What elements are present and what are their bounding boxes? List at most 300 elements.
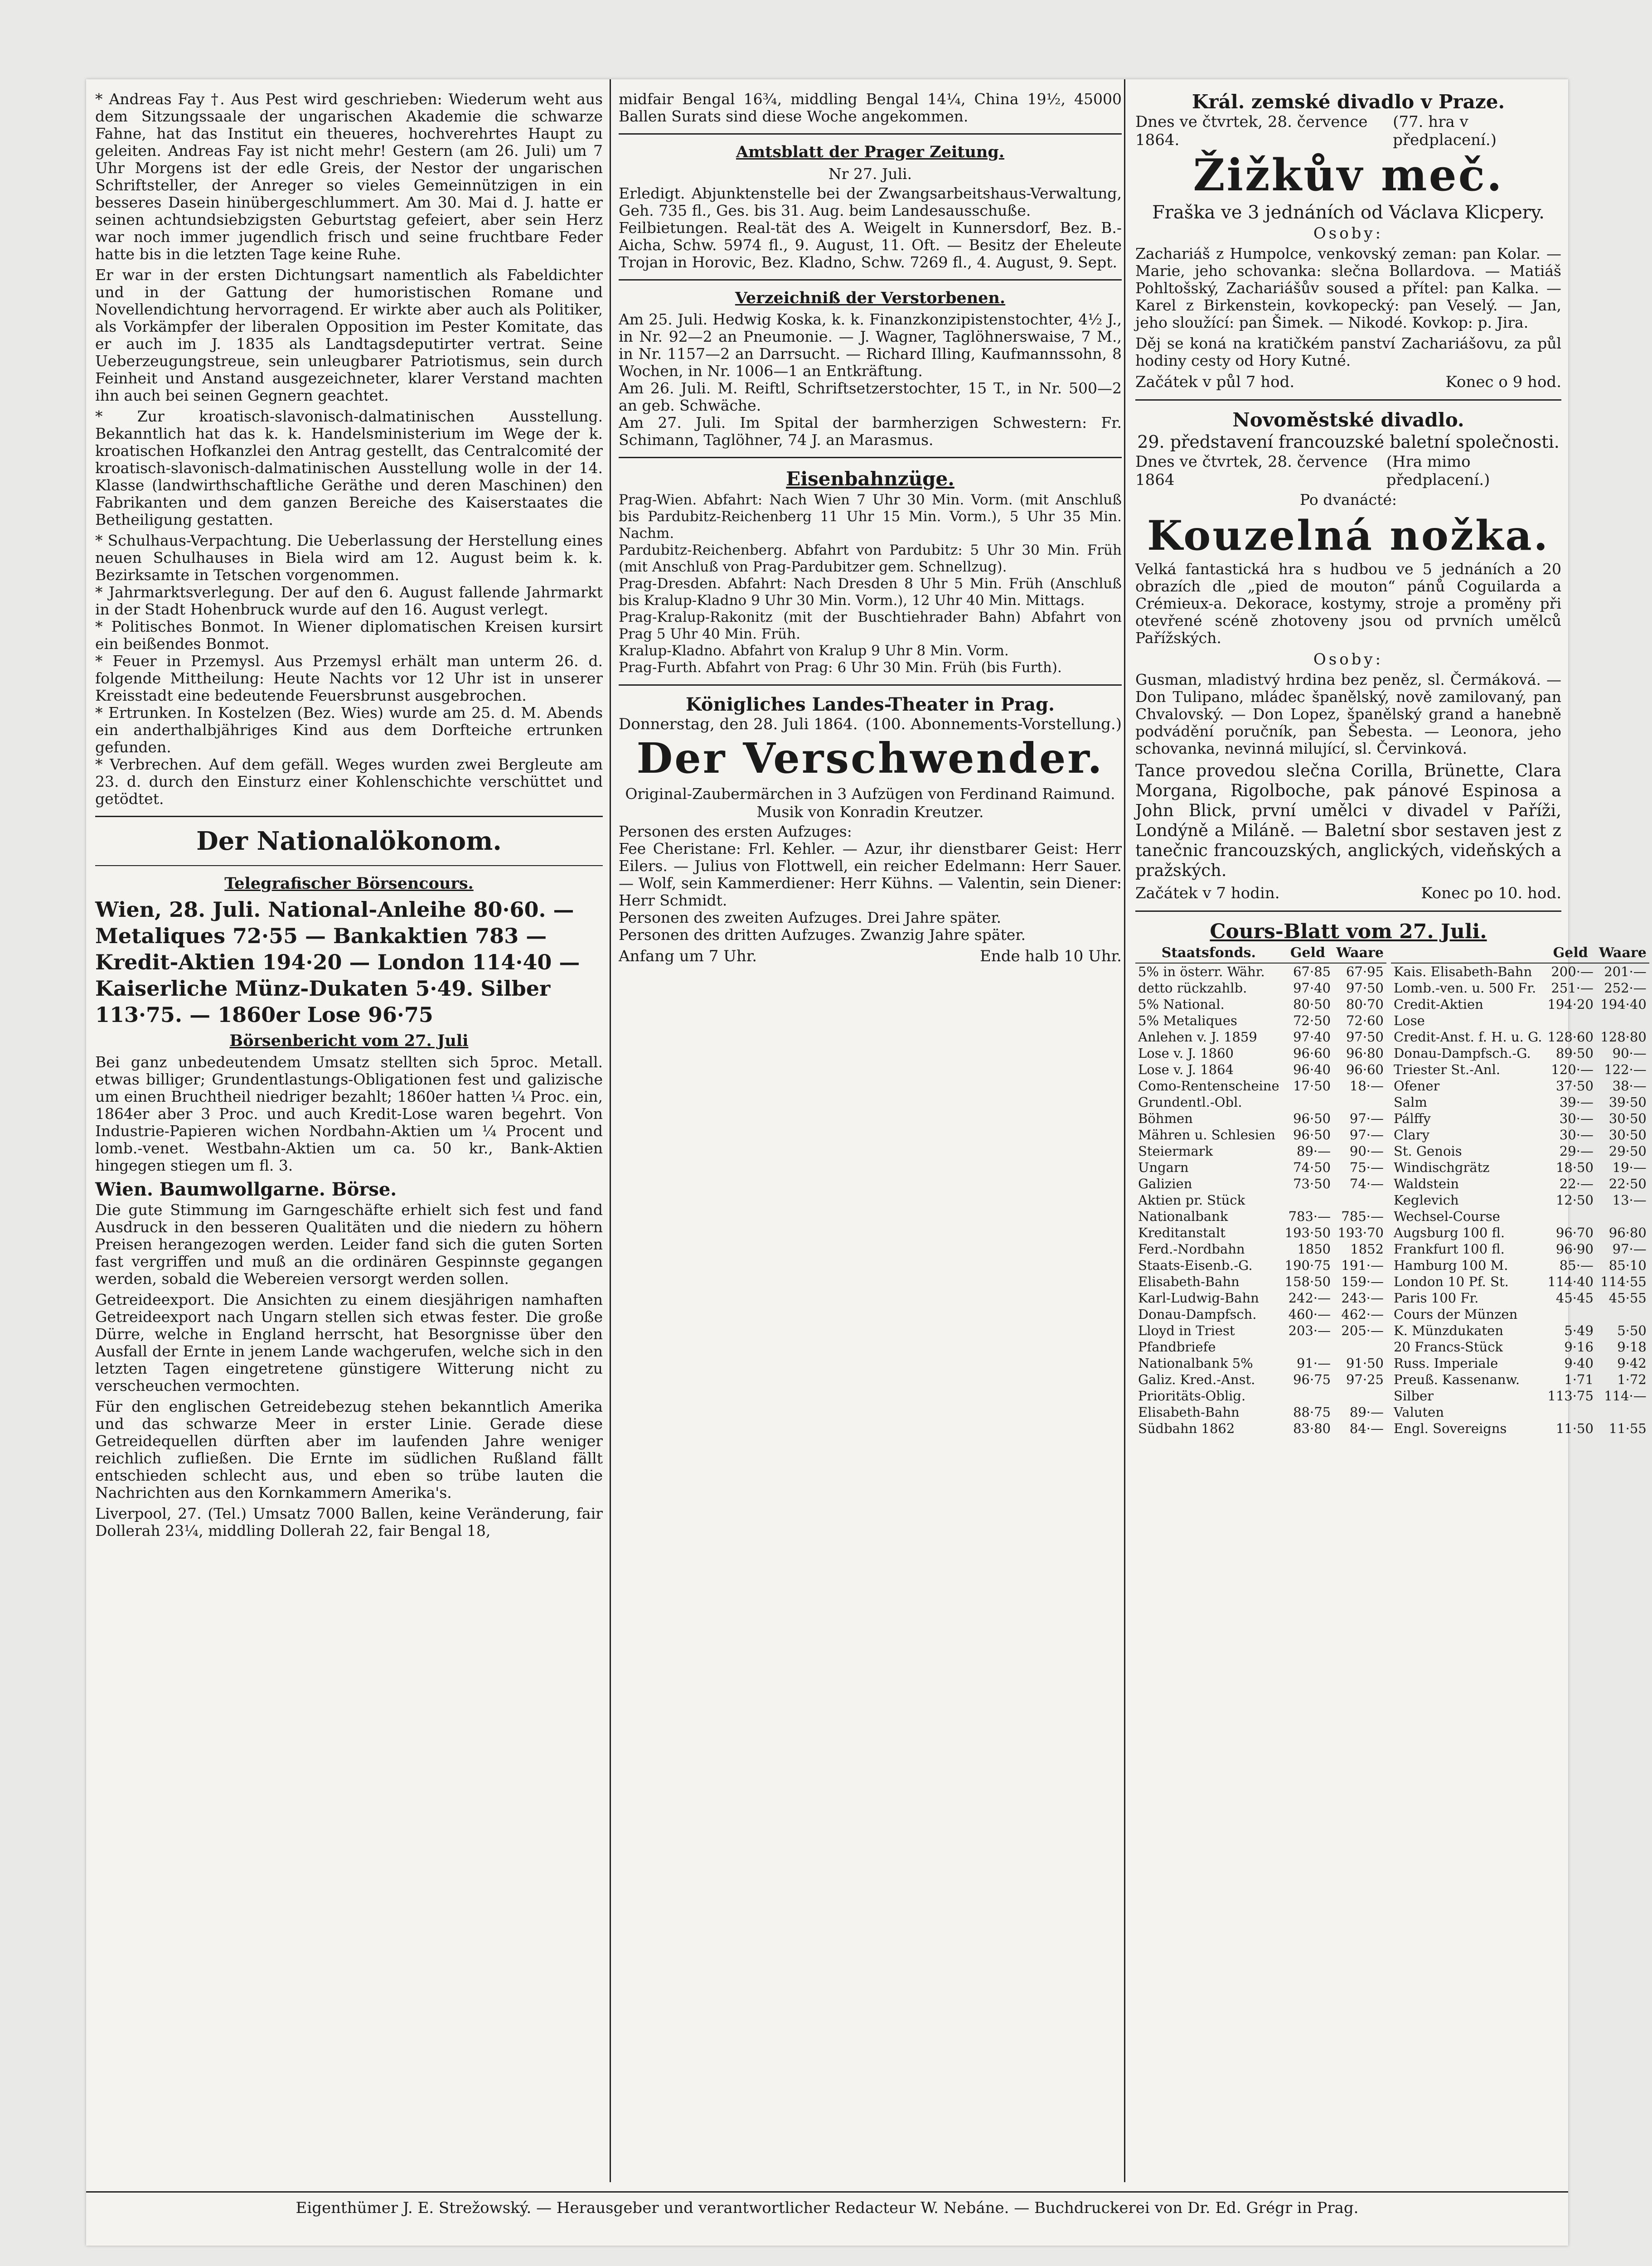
cell-waare: 243·—: [1341, 1290, 1384, 1306]
cell-name: Mähren u. Schlesien: [1138, 1127, 1275, 1143]
table-row: [1391, 1339, 1649, 1355]
cell-name: Paris 100 Fr.: [1394, 1290, 1479, 1306]
column-divider-2: [1124, 79, 1125, 2182]
kral-note: (77. hra v předplacení.): [1393, 113, 1497, 149]
cell-name: St. Genois: [1394, 1143, 1462, 1159]
cell-geld: 96·50: [1293, 1127, 1331, 1143]
cell-geld: 67·85: [1293, 964, 1331, 979]
cell-geld: 89·—: [1297, 1143, 1331, 1159]
cell-waare: 114·55: [1600, 1274, 1647, 1289]
cell-name: Lloyd in Triest: [1138, 1323, 1235, 1338]
cours-table-left: [1135, 943, 1386, 1437]
cell-geld: 89·50: [1555, 1046, 1594, 1061]
cell-waare: 90·—: [1349, 1143, 1384, 1159]
cell-name: Cours der Münzen: [1394, 1307, 1518, 1322]
article-exhibition: * Zur kroatisch-slavonisch-dalmatinischen Ausstellung. Bekanntlich hat das k. k. Handelsministerium im Wege der k. kroatischen Hofkanzlei den Antrag gestellt, das Centralcomité der kroatisch-slavonisch-dalmatinischen Ausstellung wolle in der 14. Klasse (landwirthschaftliche Geräthe und deren Maschinen) den Fabrikanten und dem ganzen Bereiche des Kaiserstaates die Betheiligung gestatten.: [95, 407, 603, 528]
cell-geld: 83·80: [1293, 1421, 1331, 1436]
amtsblatt-heading: Amtsblatt der Prager Zeitung.: [736, 143, 1005, 161]
imprint-footer: Eigenthümer J. E. Strežowský. — Herausgeber und verantwortlicher Redacteur W. Nebáne. — Buchdruckerei von Dr. Ed. Grégr in Prag.: [86, 2191, 1568, 2217]
kral-theater-heading: Král. zemské divadlo v Praze.: [1192, 91, 1505, 113]
kral-times: [1135, 373, 1561, 391]
col-header-geld: Geld: [1545, 943, 1596, 963]
cell-name: Nationalbank 5%: [1138, 1356, 1253, 1371]
col-header-name: [1391, 943, 1545, 963]
cell-waare: 128·80: [1600, 1029, 1647, 1045]
cell-waare: 11·55: [1608, 1421, 1647, 1436]
table-row: [1135, 980, 1386, 996]
kral-cast: Zachariáš z Humpolce, venkovský zeman: pan Kolar. — Marie, jeho schovanka: slečna Bollardova. — Matiáš Pohltošský, Zachariášův soused a přítel: pan Kalka. — Karel z Birkenstein, kovkopecký: pan Veselý. — Jan, jeho sloužící: pan Šimek. — Nikodé. Kovkop: p. Jira.: [1135, 245, 1561, 331]
grain-export-report: Getreideexport. Die Ansichten zu einem diesjährigen namhaften Getreideexport nach Ungarn stellen sich etwas fester. Die große Dürre, welche in England herrscht, hat Besorgnisse über den Ausfall der Ernte in jenem Lande wachgerufen, welche sich in den letzten Tagen eingetretene günstigere Witterung nicht zu verscheuchen vermochten.: [95, 1291, 603, 1394]
table-row: [1391, 1192, 1649, 1208]
boersen-report: Bei ganz unbedeutendem Umsatz stellten sich 5proc. Metall. etwas billiger; Grundentlastungs-Obligationen fest und galizische um einen Bruchtheil niedriger bezahlt; 1860er hatten ¼ Proc. ein, 1864er aber 3 Proc. und auch Kredit-Lose waren begehrt. Von Industrie-Papieren wichen Nordbahn-Aktien um ¼ Procent und lomb.-venet. Westbahn-Aktien um ca. 50 kr., Bank-Aktien hingegen stiegen um fl. 3.: [95, 1053, 603, 1174]
cell-geld: 128·60: [1547, 1029, 1594, 1045]
cell-waare: [1333, 1094, 1386, 1110]
cell-name: Elisabeth-Bahn: [1138, 1404, 1240, 1420]
cell-name: 5% National.: [1138, 997, 1225, 1012]
cell-geld: [1282, 1094, 1333, 1110]
cell-waare: 19·—: [1612, 1160, 1647, 1175]
cell-name: Pfandbriefe: [1138, 1339, 1216, 1355]
kral-setting: Děj se koná na kratičkém panství Zachariášovu, za půl hodiny cesty od Hory Kutné.: [1135, 334, 1561, 369]
cell-geld: 9·16: [1564, 1339, 1594, 1355]
cell-waare: 38·—: [1612, 1078, 1647, 1094]
cell-name: Preuß. Kassenanw.: [1394, 1372, 1520, 1387]
cell-waare: 96·60: [1346, 1062, 1384, 1077]
theater-cast: Personen des ersten Aufzuges: Fee Cheristane: Frl. Kehler. — Azur, ihr dienstbarer Geist: Herr Eilers. — Julius von Flottwell, ein reicher Edelmann: Herr Sauer. — Wolf, sein Kammerdiener: Herr Kühns. — Valentin, sein Diener: Herr Schmidt. Personen des zweiten Aufzuges. Drei Jahre später. Personen des dritten Aufzuges. Zwanzig Jahre später.: [619, 823, 1122, 944]
cell-name: Lose: [1394, 1013, 1425, 1028]
nove-date-row: [1135, 453, 1561, 489]
table-row: [1391, 1355, 1649, 1371]
cell-waare: 85·10: [1608, 1258, 1647, 1273]
table-row: [1135, 1339, 1386, 1355]
cell-name: Ungarn: [1138, 1160, 1189, 1175]
table-row: [1135, 1273, 1386, 1290]
cell-geld: 72·50: [1293, 1013, 1331, 1028]
cours-table-right: [1391, 943, 1649, 1437]
cell-geld: 96·75: [1293, 1372, 1331, 1387]
cell-waare: 114·—: [1604, 1388, 1647, 1404]
table-row: [1135, 1127, 1386, 1143]
nove-cast-heading: Osoby:: [1313, 650, 1384, 668]
cell-geld: 96·50: [1293, 1111, 1331, 1126]
cell-waare: 97·25: [1346, 1372, 1384, 1387]
cell-name: Ofener: [1394, 1078, 1440, 1094]
cell-name: detto rückzahlb.: [1138, 980, 1247, 996]
cell-waare: 67·95: [1346, 964, 1384, 979]
table-header-row: [1391, 943, 1649, 963]
cell-geld: 200·—: [1551, 964, 1594, 979]
cell-waare: 84·—: [1349, 1421, 1384, 1436]
cell-geld: 203·—: [1288, 1323, 1331, 1338]
theater-date-row: [619, 715, 1122, 733]
cell-geld: 96·90: [1555, 1241, 1594, 1257]
table-row: [1135, 1061, 1386, 1078]
railway-timetable: Prag-Wien. Abfahrt: Nach Wien 7 Uhr 30 Min. Vorm. (mit Anschluß bis Pardubitz-Reichenberg 11 Uhr 15 Min. Vorm.), 5 Uhr 35 Min. Nachm. Pardubitz-Reichenberg. Abfahrt von Pardubitz: 5 Uhr 30 Min. Früh (mit Anschluß von Prag-Pardubitzer gem. Schnellzug). Prag-Dresden. Abfahrt: Nach Dresden 8 Uhr 5 Min. Früh (Anschluß bis Kralup-Kladno 9 Uhr 30 Min. Vorm.), 12 Uhr 40 Min. Mittags. Prag-Kralup-Rakonitz (mit der Buschtiehrader Bahn) Abfahrt von Prag 5 Uhr 40 Min. Früh. Kralup-Kladno. Abfahrt von Kralup 9 Uhr 8 Min. Vorm. Prag-Furth. Abfahrt von Prag: 6 Uhr 30 Min. Früh (bis Furth).: [619, 492, 1122, 676]
table-row: [1391, 1045, 1649, 1061]
cell-waare: 90·—: [1612, 1046, 1647, 1061]
table-row: [1135, 1176, 1386, 1192]
cell-name: Donau-Dampfsch.-G.: [1394, 1046, 1531, 1061]
nove-po: Po dvanácté:: [1300, 491, 1397, 508]
cell-name: Kais. Elisabeth-Bahn: [1394, 964, 1532, 979]
table-row: [1391, 1322, 1649, 1339]
cell-name: K. Münzdukaten: [1394, 1323, 1504, 1338]
cell-name: Pálffy: [1394, 1111, 1431, 1126]
cours-tables: [1135, 943, 1647, 1437]
kral-play-subtitle: Fraška ve 3 jednáních od Václava Klicpery.: [1152, 202, 1545, 223]
nove-performance-line: 29. představení francouzské baletní společnosti.: [1137, 432, 1560, 452]
cell-geld: 9·40: [1564, 1356, 1594, 1371]
cell-geld: 80·50: [1293, 997, 1331, 1012]
table-row: [1135, 996, 1386, 1012]
liverpool-report: Liverpool, 27. (Tel.) Umsatz 7000 Ballen, keine Veränderung, fair Dollerah 23¼, middling Dollerah 22, fair Bengal 18,: [95, 1505, 603, 1540]
cell-name: Prioritäts-Oblig.: [1138, 1388, 1246, 1404]
table-row: [1391, 1225, 1649, 1241]
cell-waare: 30·50: [1608, 1111, 1647, 1126]
column-3: [1135, 91, 1647, 1437]
cell-geld: 193·50: [1284, 1225, 1331, 1240]
table-row: [1391, 1061, 1649, 1078]
table-row: [1391, 1241, 1649, 1257]
cell-geld: 96·70: [1555, 1225, 1594, 1240]
cell-waare: 1852: [1350, 1241, 1384, 1257]
cell-waare: 75·—: [1349, 1160, 1384, 1175]
cell-waare: 191·—: [1341, 1258, 1384, 1273]
cell-geld: 113·75: [1547, 1388, 1594, 1404]
wool-report: Die gute Stimmung im Garngeschäfte erhielt sich fest und fand Ausdruck in den besseren Qualitäten und die niedern zu höhern Preisen herangezogen werden. Leider fand sich die guten Sorten fast vergriffen und muß an die ordinären Gespinnste gegangen werden, sobald die Webereien versorgt werden sollen.: [95, 1201, 603, 1288]
cell-name: Como-Rentenscheine: [1138, 1078, 1279, 1094]
theater-subscription: (100. Abonnements-Vorstellung.): [865, 715, 1122, 733]
cell-waare: [1333, 1339, 1386, 1355]
table-row: [1135, 1355, 1386, 1371]
cell-geld: 251·—: [1551, 980, 1594, 996]
kral-play-title: Žižkův meč.: [1193, 150, 1504, 201]
col-header-waare: Waare: [1333, 943, 1386, 963]
table-row: [1391, 1306, 1649, 1322]
cell-geld: 120·—: [1551, 1062, 1594, 1077]
cell-geld: 194·20: [1547, 997, 1594, 1012]
deaths-heading: Verzeichniß der Verstorbenen.: [735, 289, 1006, 307]
table-row: [1391, 1012, 1649, 1029]
cell-name: Nationalbank: [1138, 1209, 1228, 1224]
table-row: [1391, 1110, 1649, 1127]
table-row: [1391, 996, 1649, 1012]
table-row: [1135, 1257, 1386, 1273]
cell-name: Ferd.-Nordbahn: [1138, 1241, 1245, 1257]
table-row: [1135, 1094, 1386, 1110]
deaths-list: Am 25. Juli. Hedwig Koska, k. k. Finanzkonzipistenstochter, 4½ J., in Nr. 92—2 an Pneumonie. — J. Wagner, Taglöhnerswaise, 7 M., in Nr. 1157—2 an Darrsucht. — Richard Illing, Kaufmannssohn, 8 Wochen, in Nr. 1006—1 an Entkräftung. Am 26. Juli. M. Reiftl, Schriftsetzerstochter, 15 T., in Nr. 500—2 an geb. Schwäche. Am 27. Juli. Im Spital der barmherzigen Schwestern: Fr. Schimann, Taglöhner, 74 J. an Marasmus.: [619, 310, 1122, 449]
theater-end: Ende halb 10 Uhr.: [980, 947, 1122, 965]
table-row: [1391, 1273, 1649, 1290]
table-row: [1135, 1078, 1386, 1094]
cell-waare: 97·—: [1349, 1127, 1384, 1143]
cell-name: Credit-Anst. f. H. u. G.: [1394, 1029, 1542, 1045]
cell-name: Südbahn 1862: [1138, 1421, 1235, 1436]
nove-cast: Gusman, mladistvý hrdina bez peněz, sl. Čermáková. — Don Tulipano, mládec španělský, nově zamilovaný, pan Chvalovský. — Don Lopez, španělský grand a hanebně podvádění poručník, pan Šebesta. — Leonora, jeho schovanka, nevinná milující, sl. Červinková.: [1135, 671, 1561, 757]
divider: [619, 457, 1122, 458]
cell-geld: 18·50: [1555, 1160, 1594, 1175]
cell-geld: 30·—: [1559, 1111, 1594, 1126]
boersen-heading: Börsenbericht vom 27. Juli: [229, 1031, 469, 1050]
cell-geld: [1545, 1012, 1596, 1029]
cell-geld: 85·—: [1559, 1258, 1594, 1273]
divider: [1135, 399, 1561, 401]
kral-date: Dnes ve čtvrtek, 28. července 1864.: [1135, 113, 1368, 149]
table-row: [1135, 1192, 1386, 1208]
cell-name: Elisabeth-Bahn: [1138, 1274, 1240, 1289]
cell-name: Credit-Aktien: [1394, 997, 1483, 1012]
cell-waare: [1596, 1208, 1649, 1225]
cell-waare: 193·70: [1337, 1225, 1384, 1240]
wool-heading: Wien. Baumwollgarne. Börse.: [95, 1179, 397, 1200]
cell-name: 20 Francs-Stück: [1394, 1339, 1503, 1355]
cell-name: Hamburg 100 M.: [1394, 1258, 1508, 1273]
amtsblatt-date: Nr 27. Juli.: [828, 165, 912, 183]
table-row: [1391, 1420, 1649, 1437]
cell-geld: 91·—: [1297, 1356, 1331, 1371]
cell-name: Triester St.-Anl.: [1394, 1062, 1501, 1077]
cell-waare: [1333, 1388, 1386, 1404]
table-row: [1391, 980, 1649, 996]
cell-waare: 462·—: [1341, 1307, 1384, 1322]
railway-heading: Eisenbahnzüge.: [786, 468, 954, 490]
table-row: [1135, 1290, 1386, 1306]
cell-waare: 1·72: [1617, 1372, 1647, 1387]
cell-geld: 29·—: [1559, 1143, 1594, 1159]
table-row: [1391, 1257, 1649, 1273]
cell-waare: 122·—: [1604, 1062, 1647, 1077]
cell-waare: 13·—: [1612, 1192, 1647, 1208]
kral-start: Začátek v půl 7 hod.: [1135, 373, 1295, 391]
cell-geld: 88·75: [1293, 1404, 1331, 1420]
divider: [619, 279, 1122, 281]
table-row: [1135, 1012, 1386, 1029]
cell-name: Grundentl.-Obl.: [1138, 1094, 1242, 1110]
cell-geld: 73·50: [1293, 1176, 1331, 1191]
cell-geld: 1·71: [1564, 1372, 1594, 1387]
cell-waare: 252·—: [1604, 980, 1647, 996]
cell-waare: 205·—: [1341, 1323, 1384, 1338]
section-title: Der Nationalökonom.: [196, 826, 502, 856]
divider: [1135, 910, 1561, 912]
newspaper-page: [86, 79, 1647, 2246]
cotton-market-cont: midfair Bengal 16¾, middling Bengal 14¼, China 19½, 45000 Ballen Surats sind diese Woche angekommen.: [619, 90, 1122, 125]
theater-start: Anfang um 7 Uhr.: [619, 947, 757, 965]
kral-date-row: [1135, 113, 1561, 149]
cell-waare: 201·—: [1604, 964, 1647, 979]
cell-geld: [1545, 1208, 1596, 1225]
cell-name: Karl-Ludwig-Bahn: [1138, 1290, 1259, 1306]
cell-waare: [1333, 1192, 1386, 1208]
cell-geld: [1545, 1306, 1596, 1322]
cell-geld: 190·75: [1284, 1258, 1331, 1273]
cell-name: 5% Metaliques: [1138, 1013, 1237, 1028]
cell-waare: [1596, 1012, 1649, 1029]
table-row: [1135, 1241, 1386, 1257]
cell-waare: 89·—: [1349, 1404, 1384, 1420]
cell-geld: 114·40: [1547, 1274, 1594, 1289]
cell-waare: 80·70: [1346, 997, 1384, 1012]
cell-name: Wechsel-Course: [1394, 1209, 1500, 1224]
table-row: [1135, 1045, 1386, 1061]
cell-waare: 18·—: [1349, 1078, 1384, 1094]
cell-waare: 39·50: [1608, 1094, 1647, 1110]
table-row: [1391, 1029, 1649, 1045]
cell-waare: 97·—: [1349, 1111, 1384, 1126]
table-row: [1135, 1143, 1386, 1159]
table-row: [1391, 1388, 1649, 1404]
col-header-waare: Waare: [1596, 943, 1649, 963]
amtsblatt-text: Erledigt. Abjunktenstelle bei der Zwangsarbeitshaus-Verwaltung, Geh. 735 fl., Ges. bis 31. Aug. beim Landesausschuße. Feilbietungen. Real-tät des A. Weigelt in Kunnersdorf, Bez. B.-Aicha, Schw. 5974 fl., 9. August, 11. Oft. — Besitz der Eheleute Trojan in Horovic, Bez. Kladno, Schw. 7269 fl., 4. August, 9. Sept.: [619, 184, 1122, 271]
nove-start: Začátek v 7 hodin.: [1135, 884, 1280, 902]
cell-geld: 11·50: [1555, 1421, 1594, 1436]
england-grain-report: Für den englischen Getreidebezug stehen bekanntlich Amerika und das schwarze Meer in erster Linie. Gerade diese Getreidequellen dürften aber im laufenden Jahre weniger reichlich zufließen. Die Ernte im südlichen Rußland fällt entschieden schlecht aus, und eben so trübe lauten die Nachrichten aus den Kornkammern Amerika's.: [95, 1398, 603, 1501]
nove-times: [1135, 884, 1561, 902]
table-row: [1391, 1078, 1649, 1094]
cell-name: Donau-Dampfsch.: [1138, 1307, 1257, 1322]
cell-waare: 96·80: [1608, 1225, 1647, 1240]
table-row: [1391, 1371, 1649, 1388]
cell-geld: 74·50: [1293, 1160, 1331, 1175]
cell-name: Frankfurt 100 fl.: [1394, 1241, 1505, 1257]
nove-play-title: Kouzelná nožka.: [1147, 512, 1550, 560]
theater-play-title: Der Verschwender.: [636, 734, 1104, 783]
nove-dancers: Tance provedou slečna Corilla, Brünette, Clara Morgana, Rigolboche, pak pánové Espinosa a John Blick, první umělci v divadel v Paříži, Londýně a Miláně. — Baletní sbor sestaven jest z tanečnic francouzských, anglických, videňských a pražských.: [1135, 761, 1561, 880]
cell-name: London 10 Pf. St.: [1394, 1274, 1509, 1289]
cell-name: Russ. Imperiale: [1394, 1356, 1498, 1371]
stock-ticker: Wien, 28. Juli. National-Anleihe 80·60. — Metaliques 72·55 — Bankaktien 783 — Kredit-Aktien 194·20 — London 114·40 — Kaiserliche Münz-Dukaten 5·49. Silber 113·75. — 1860er Lose 96·75: [95, 897, 580, 1027]
cell-waare: 785·—: [1341, 1209, 1384, 1224]
table-row: [1135, 1029, 1386, 1045]
cell-geld: 158·50: [1284, 1274, 1331, 1289]
table-row: [1135, 1420, 1386, 1437]
table-row: [1135, 1225, 1386, 1241]
cell-waare: 9·18: [1617, 1339, 1647, 1355]
column-1: [95, 91, 603, 1543]
theater-heading: Königliches Landes-Theater in Prag.: [686, 694, 1055, 715]
cell-geld: 22·—: [1559, 1176, 1594, 1191]
cell-geld: 45·45: [1555, 1290, 1594, 1306]
cell-name: Staats-Eisenb.-G.: [1138, 1258, 1253, 1273]
cell-geld: 37·50: [1555, 1078, 1594, 1094]
cell-name: Galizien: [1138, 1176, 1192, 1191]
cell-geld: 96·40: [1293, 1062, 1331, 1077]
cell-waare: 97·50: [1346, 1029, 1384, 1045]
cell-geld: 460·—: [1288, 1307, 1331, 1322]
cell-geld: 783·—: [1288, 1209, 1331, 1224]
cell-name: 5% in österr. Währ.: [1138, 964, 1265, 979]
table-row: [1391, 1127, 1649, 1143]
cell-name: Galiz. Kred.-Anst.: [1138, 1372, 1255, 1387]
cell-name: Lose v. J. 1864: [1138, 1062, 1234, 1077]
divider: [619, 684, 1122, 686]
table-row: [1391, 1208, 1649, 1225]
cell-geld: 1850: [1297, 1241, 1331, 1257]
cell-waare: 29·50: [1608, 1143, 1647, 1159]
cell-name: Valuten: [1394, 1404, 1444, 1420]
table-row: [1135, 1322, 1386, 1339]
kral-cast-heading: Osoby:: [1313, 224, 1384, 242]
cell-geld: 96·60: [1293, 1046, 1331, 1061]
telegraph-heading: Telegrafischer Börsencours.: [224, 874, 474, 893]
cell-geld: 242·—: [1288, 1290, 1331, 1306]
cell-waare: 9·42: [1617, 1356, 1647, 1371]
table-row: [1135, 1208, 1386, 1225]
cell-geld: [1545, 1404, 1596, 1420]
cell-geld: [1282, 1388, 1333, 1404]
col-header-name: Staatsfonds.: [1135, 943, 1282, 963]
divider: [95, 865, 603, 866]
cell-geld: 5·49: [1564, 1323, 1594, 1338]
divider: [619, 133, 1122, 135]
cell-waare: 45·55: [1608, 1290, 1647, 1306]
table-row: [1391, 1143, 1649, 1159]
table-row: [1391, 1159, 1649, 1176]
cell-name: Salm: [1394, 1094, 1427, 1110]
table-row: [1391, 963, 1649, 980]
news-briefs: * Schulhaus-Verpachtung. Die Ueberlassung der Herstellung eines neuen Schulhauses in Biela wird am 12. August beim k. k. Bezirksamte in Tetschen vorgenommen. * Jahrmarktsverlegung. Der auf den 6. August fallende Jahrmarkt in der Stadt Hohenbruck wurde auf den 16. August verlegt. * Politisches Bonmot. In Wiener diplomatischen Kreisen kursirt ein beißendes Bonmot. * Feuer in Przemysl. Aus Przemysl erhält man unterm 26. d. folgende Mittheilung: Heute Nachts vor 12 Uhr ist in unserer Kreisstadt eine bedeutende Feuersbrunst ausgebrochen. * Ertrunken. In Kostelzen (Bez. Wies) wurde am 25. d. M. Abends ein anderthalbjähriges Kind aus dem Dorfteiche ertrunken gefunden. * Verbrechen. Auf dem gefäll. Weges wurden zwei Bergleute am 23. d. durch den Einsturz einer Kohlenschichte verschüttet und getödtet.: [95, 532, 603, 808]
table-row: [1135, 1388, 1386, 1404]
theater-subtitle: Original-Zaubermärchen in 3 Aufzügen von Ferdinand Raimund. Musik von Konradin Kreutzer.: [625, 785, 1115, 821]
table-row: [1135, 1159, 1386, 1176]
table-row: [1391, 1094, 1649, 1110]
column-divider-1: [610, 79, 611, 2182]
cell-waare: 30·50: [1608, 1127, 1647, 1143]
cell-name: Engl. Sovereigns: [1394, 1421, 1507, 1436]
cell-waare: 159·—: [1341, 1274, 1384, 1289]
cours-heading: Cours-Blatt vom 27. Juli.: [1210, 920, 1487, 943]
table-header-row: [1135, 943, 1386, 963]
cell-geld: 12·50: [1555, 1192, 1594, 1208]
cell-name: Steiermark: [1138, 1143, 1213, 1159]
cell-name: Keglevich: [1394, 1192, 1459, 1208]
cell-name: Lose v. J. 1860: [1138, 1046, 1234, 1061]
cell-waare: 91·50: [1346, 1356, 1384, 1371]
table-row: [1135, 1371, 1386, 1388]
cell-waare: 22·50: [1608, 1176, 1647, 1191]
cell-waare: 74·—: [1349, 1176, 1384, 1191]
cell-geld: 17·50: [1293, 1078, 1331, 1094]
cell-geld: 97·40: [1293, 1029, 1331, 1045]
theater-date: Donnerstag, den 28. Juli 1864.: [619, 715, 858, 733]
cell-name: Augsburg 100 fl.: [1394, 1225, 1505, 1240]
cell-name: Aktien pr. Stück: [1138, 1192, 1245, 1208]
divider: [95, 816, 603, 817]
table-row: [1135, 1110, 1386, 1127]
column-2: [619, 91, 1122, 965]
cell-geld: [1282, 1339, 1333, 1355]
nove-note: (Hra mimo předplacení.): [1386, 453, 1490, 489]
cell-waare: 97·50: [1346, 980, 1384, 996]
nove-description: Velká fantastická hra s hudbou ve 5 jednáních a 20 obrazích dle „pied de mouton“ pánů Coguilarda a Crémieux-a. Dekorace, kostymy, stroje a proměny při otevřené scéně zhotoveny jsou od prvních umělců Pařížských.: [1135, 560, 1561, 647]
cell-name: Waldstein: [1394, 1176, 1459, 1191]
nove-end: Konec po 10. hod.: [1421, 884, 1561, 902]
cell-waare: 194·40: [1600, 997, 1647, 1012]
cell-waare: 5·50: [1617, 1323, 1647, 1338]
cell-name: Silber: [1394, 1388, 1434, 1404]
theater-times: [619, 947, 1122, 965]
col-header-geld: Geld: [1282, 943, 1333, 963]
cell-name: Kreditanstalt: [1138, 1225, 1226, 1240]
cell-geld: [1282, 1192, 1333, 1208]
cell-waare: 97·—: [1612, 1241, 1647, 1257]
article-andreas-fay: * Andreas Fay †. Aus Pest wird geschrieben: Wiederum weht aus dem Sitzungssaale der ungarischen Akademie die schwarze Fahne, hat das Institut ein theueres, hochverehrtes Haupt zu geleiten. Andreas Fay ist nicht mehr! Gestern (am 26. Juli) um 7 Uhr Morgens ist der edle Greis, der Nestor der ungarischen Schriftsteller, der Anreger so vieles Gemeinnützigen in ein besseres Dasein hinübergeschlummert. Am 30. Mai d. J. hatte er seinen achtundsiebzigsten Geburtstag gefeiert, aber sein Herz war noch immer jugendlich frisch und seine fruchtbare Feder hatte bis in die letzten Tage keine Ruhe.: [95, 90, 603, 263]
kral-end: Konec o 9 hod.: [1445, 373, 1561, 391]
cell-waare: [1596, 1306, 1649, 1322]
article-andreas-fay-cont: Er war in der ersten Dichtungsart namentlich als Fabeldichter und in der Gattung der humoristischen Romane und Novellendichtung hervorragend. Er wirkte aber auch als Politiker, als Vorkämpfer der liberalen Opposition im Pester Komitate, das er auch im J. 1835 als Landtagsdeputirter vertrat. Seine Ueberzeugungstreue, sein unleugbarer Patriotismus, sein durch Feinheit und Anstand ausgezeichneter, klarer Verstand machten ihn auch bei seinen Gegnern geachtet.: [95, 266, 603, 404]
nove-date: Dnes ve čtvrtek, 28. července 1864: [1135, 453, 1368, 489]
nove-theater-heading: Novoměstské divadlo.: [1232, 409, 1464, 431]
